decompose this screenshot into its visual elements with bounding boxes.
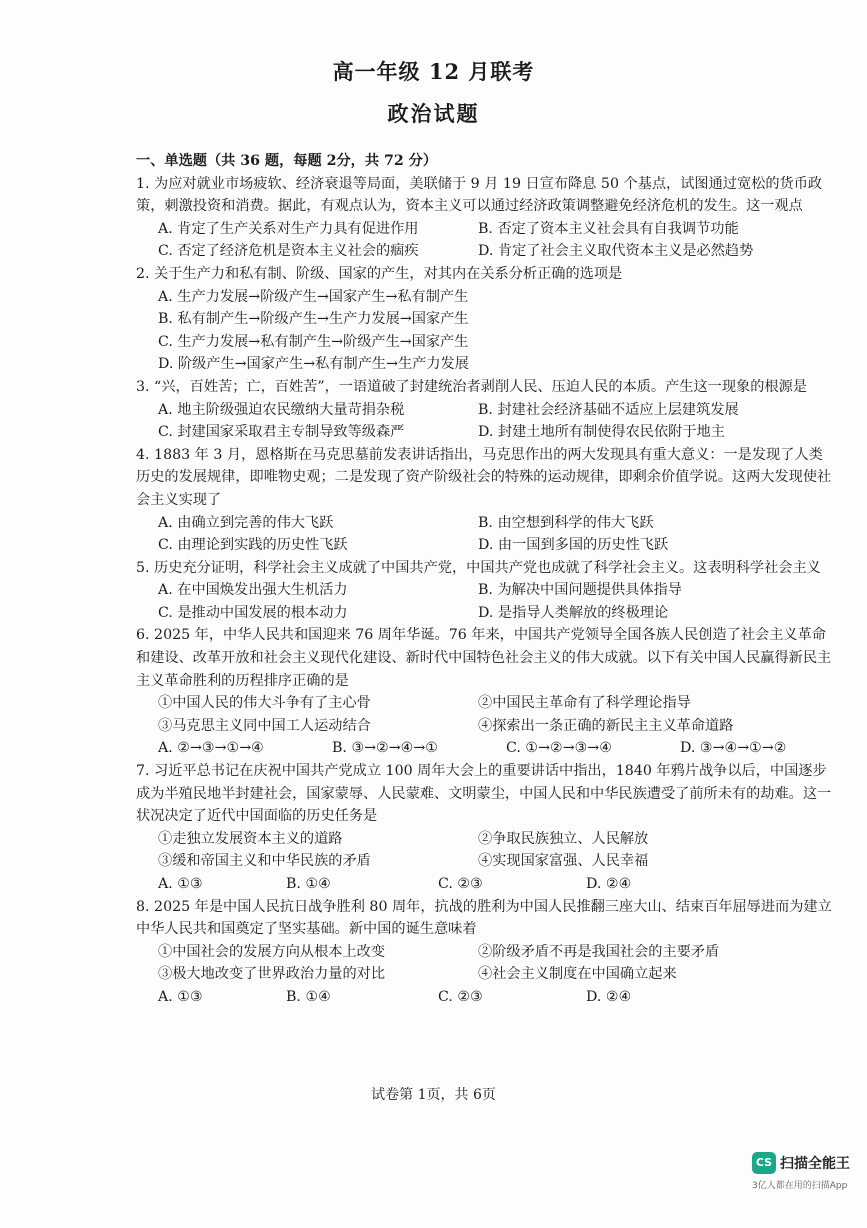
option-list bbox=[136, 218, 832, 263]
statement-3: ③缓和帝国主义和中华民族的矛盾 bbox=[158, 853, 371, 870]
question-4 bbox=[136, 444, 832, 557]
statement-3: ③马克思主义同中国工人运动结合 bbox=[158, 717, 371, 734]
option-list bbox=[136, 579, 832, 624]
option-c: C. 是推动中国发展的根本动力 bbox=[158, 604, 348, 621]
option-b: B. ①④ bbox=[286, 876, 331, 892]
option-b: B. ③→②→④→① bbox=[332, 740, 438, 757]
question-stem: 7. 习近平总书记在庆祝中国共产党成立 100 周年大会上的重要讲话中指出，1840 年鸦片战争以后，中国逐步成为半殖民地半封建社会，国家蒙辱、人民蒙难、文明蒙尘，中国人民和中华民族遭受了前所未有的劫难。这一状况决定了近代中国面临的历史任务是 bbox=[136, 763, 832, 825]
option-d: D. ③→④→①→② bbox=[680, 740, 787, 757]
question-stem: 8. 2025 年是中国人民抗日战争胜利 80 周年，抗战的胜利为中国人民推翻三座大山、结束百年屈辱进而为建立中华人民共和国奠定了坚实基础。新中国的诞生意味着 bbox=[136, 898, 832, 938]
statement-1: ①走独立发展资本主义的道路 bbox=[158, 830, 343, 847]
option-a: A. 生产力发展→阶级产生→国家产生→私有制产生 bbox=[158, 288, 469, 305]
option-b: B. 封建社会经济基础不适应上层建筑发展 bbox=[478, 401, 739, 418]
option-a: A. 在中国焕发出强大生机活力 bbox=[158, 582, 348, 599]
option-d: D. 肯定了社会主义取代资本主义是必然趋势 bbox=[478, 243, 754, 260]
option-c: C. 否定了经济危机是资本主义社会的痼疾 bbox=[158, 243, 419, 260]
question-1 bbox=[136, 173, 832, 263]
option-a: A. 地主阶级强迫农民缴纳大量苛捐杂税 bbox=[158, 401, 405, 418]
option-a: A. ②→③→①→④ bbox=[158, 740, 264, 757]
option-list bbox=[136, 737, 832, 760]
option-c: C. 生产力发展→私有制产生→阶级产生→国家产生 bbox=[158, 333, 469, 350]
question-3 bbox=[136, 376, 832, 444]
option-a: A. 肯定了生产关系对生产力具有促进作用 bbox=[158, 220, 419, 237]
option-d: D. 由一国到多国的历史性飞跃 bbox=[478, 537, 669, 554]
section-heading: 一、单选题（共 36 题，每题 2分，共 72 分） bbox=[136, 153, 438, 169]
option-b: B. 私有制产生→阶级产生→生产力发展→国家产生 bbox=[158, 311, 469, 328]
option-a: A. ①③ bbox=[158, 876, 203, 892]
question-stem: 2. 关于生产力和私有制、阶级、国家的产生，对其内在关系分析正确的选项是 bbox=[136, 265, 623, 282]
option-c: C. ②③ bbox=[438, 988, 483, 1005]
option-d: D. 阶级产生→国家产生→私有制产生→生产力发展 bbox=[158, 356, 469, 373]
statement-4: ④实现国家富强、人民幸福 bbox=[478, 853, 649, 870]
option-a: A. 由确立到完善的伟大飞跃 bbox=[158, 514, 334, 531]
statement-2: ②中国民主革命有了科学理论指导 bbox=[478, 695, 691, 712]
statement-1: ①中国社会的发展方向从根本上改变 bbox=[158, 943, 386, 960]
exam-title: 高一年级 12 月联考 bbox=[332, 59, 535, 84]
option-c: C. 封建国家采取君主专制导致等级森严 bbox=[158, 424, 405, 441]
question-7 bbox=[136, 760, 832, 896]
camscanner-logo-icon: CS bbox=[752, 1152, 776, 1174]
statement-list bbox=[136, 828, 832, 873]
question-2 bbox=[136, 263, 832, 376]
statement-3: ③极大地改变了世界政治力量的对比 bbox=[158, 966, 386, 983]
statement-2: ②阶级矛盾不再是我国社会的主要矛盾 bbox=[478, 943, 720, 960]
option-list bbox=[136, 399, 832, 444]
page-footer: 试卷第 1页，共 6页 bbox=[371, 1087, 496, 1103]
question-stem: 6. 2025 年，中华人民共和国迎来 76 周年华诞。76 年来，中国共产党领导全国各族人民创造了社会主义革命和建设、改革开放和社会主义现代化建设、新时代中国特色社会主义的伟大成就。以下有关中国人民赢得新民主主义革命胜利的历程排序正确的是 bbox=[136, 627, 832, 689]
exam-subject: 政治试题 bbox=[387, 101, 480, 126]
option-d: D. ②④ bbox=[586, 988, 632, 1005]
statement-2: ②争取民族独立、人民解放 bbox=[478, 830, 649, 847]
question-5 bbox=[136, 557, 832, 625]
question-stem: 1. 为应对就业市场疲软、经济衰退等局面，美联储于 9 月 19 日宣布降息 50 个基点，试图通过宽松的货币政策，刺激投资和消费。据此，有观点认为，资本主义可以通过经济政策调整避免经济危机的发生。这一观点 bbox=[136, 175, 823, 215]
watermark-app-name: 扫描全能王 bbox=[780, 1156, 850, 1172]
option-c: C. 由理论到实践的历史性飞跃 bbox=[158, 537, 348, 554]
statement-4: ④社会主义制度在中国确立起来 bbox=[478, 966, 677, 983]
question-stem: 4. 1883 年 3 月，恩格斯在马克思墓前发表讲话指出，马克思作出的两大发现具有重大意义：一是发现了人类历史的发展规律，即唯物史观；二是发现了资产阶级社会的特殊的运动规律，即剩余价值学说。这两大发现使社会主义实现了 bbox=[136, 446, 832, 508]
exam-content bbox=[136, 150, 832, 1009]
option-c: C. ②③ bbox=[438, 876, 483, 892]
question-stem: 5. 历史充分证明，科学社会主义成就了中国共产党，中国共产党也成就了科学社会主义。这表明科学社会主义 bbox=[136, 559, 821, 576]
watermark-tagline: 3亿人都在用的扫描App bbox=[752, 1181, 848, 1191]
statement-list bbox=[136, 692, 832, 737]
option-b: B. ①④ bbox=[286, 988, 331, 1005]
option-list bbox=[136, 986, 832, 1009]
option-a: A. ①③ bbox=[158, 988, 203, 1005]
option-list bbox=[136, 873, 832, 896]
question-stem: 3. “兴，百姓苦；亡，百姓苦”，一语道破了封建统治者剥削人民、压迫人民的本质。产生这一现象的根源是 bbox=[136, 378, 807, 395]
option-b: B. 否定了资本主义社会具有自我调节功能 bbox=[478, 220, 739, 237]
option-list bbox=[136, 286, 832, 376]
option-d: D. 封建土地所有制使得农民依附于地主 bbox=[478, 424, 725, 441]
question-6 bbox=[136, 624, 832, 760]
option-c: C. ①→②→③→④ bbox=[506, 740, 612, 757]
option-d: D. ②④ bbox=[586, 876, 632, 892]
statement-list bbox=[136, 941, 832, 986]
option-b: B. 为解决中国问题提供具体指导 bbox=[478, 582, 682, 599]
option-list bbox=[136, 512, 832, 557]
statement-4: ④探索出一条正确的新民主主义革命道路 bbox=[478, 717, 734, 734]
option-d: D. 是指导人类解放的终极理论 bbox=[478, 604, 669, 621]
question-8 bbox=[136, 896, 832, 1009]
option-b: B. 由空想到科学的伟大飞跃 bbox=[478, 514, 654, 531]
statement-1: ①中国人民的伟大斗争有了主心骨 bbox=[158, 695, 371, 712]
scanner-watermark bbox=[752, 1152, 862, 1192]
